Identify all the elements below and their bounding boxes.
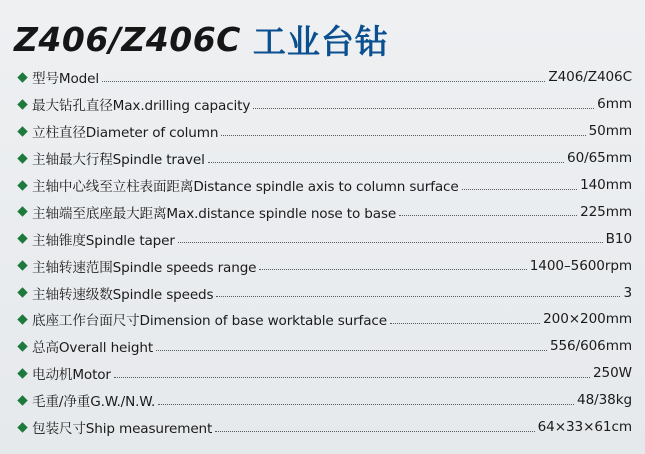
spec-value: 200×200mm — [543, 311, 632, 328]
diamond-bullet-icon — [17, 72, 27, 82]
spec-label: 主轴中心线至立柱表面距离Distance spindle axis to column surface — [32, 179, 459, 195]
spec-value: 3 — [623, 284, 632, 301]
spec-value: 64×33×61cm — [537, 419, 632, 436]
spec-row-spindle-travel — [18, 145, 632, 172]
spec-row-overall-height — [18, 333, 632, 360]
spec-row-spindle-speeds-range — [18, 252, 632, 279]
spec-label: 立柱直径Diameter of column — [32, 125, 219, 142]
dotted-leader — [156, 350, 547, 351]
spec-row-worktable-dimension — [18, 306, 632, 333]
dotted-leader — [216, 296, 620, 297]
spec-row-weight — [18, 387, 632, 414]
spec-label: 主轴转速级数Spindle speeds — [32, 286, 214, 303]
spec-label: 电动机Motor — [32, 367, 111, 384]
spec-label: 总高Overall height — [32, 340, 154, 357]
spec-value: Z406/Z406C — [548, 69, 632, 86]
diamond-bullet-icon — [17, 260, 27, 270]
spec-label: 最大钻孔直径Max.drilling capacity — [32, 98, 251, 115]
spec-list — [18, 64, 632, 440]
spec-label: 底座工作台面尺寸Dimension of base worktable surface — [32, 313, 387, 330]
diamond-bullet-icon — [17, 341, 27, 351]
dotted-leader — [399, 215, 577, 216]
spec-value: 60/65mm — [567, 150, 632, 167]
spec-row-model — [18, 64, 632, 91]
spec-row-column-diameter — [18, 118, 632, 145]
dotted-leader — [215, 431, 534, 432]
dotted-leader — [462, 189, 578, 190]
page-title — [14, 14, 389, 64]
dotted-leader — [102, 81, 545, 82]
spec-row-ship-measurement — [18, 414, 632, 441]
spec-label: 主轴最大行程Spindle travel — [32, 152, 205, 169]
spec-row-spindle-speeds — [18, 279, 632, 306]
diamond-bullet-icon — [17, 99, 27, 109]
diamond-bullet-icon — [17, 368, 27, 378]
spec-value: 6mm — [597, 96, 632, 113]
diamond-bullet-icon — [17, 180, 27, 190]
spec-label: 包装尺寸Ship measurement — [32, 421, 213, 438]
dotted-leader — [114, 377, 590, 378]
dotted-leader — [178, 242, 603, 243]
dotted-leader — [390, 323, 540, 324]
spec-value: 140mm — [580, 177, 632, 193]
spec-row-spindle-taper — [18, 225, 632, 252]
spec-label: 主轴锥度Spindle taper — [32, 232, 175, 249]
spec-value: 225mm — [580, 203, 632, 220]
dotted-leader — [259, 269, 526, 270]
spec-label: 主轴端至底座最大距离Max.distance spindle nose to base — [32, 205, 397, 222]
spec-label: 主轴转速范围Spindle speeds range — [32, 259, 257, 276]
diamond-bullet-icon — [17, 314, 27, 324]
dotted-leader — [158, 404, 574, 405]
spec-value: 48/38kg — [577, 392, 632, 409]
spec-value: B10 — [605, 230, 632, 247]
spec-label: 型号Model — [32, 71, 99, 88]
title-model: Z406/Z406C — [14, 19, 241, 59]
diamond-bullet-icon — [17, 287, 27, 297]
diamond-bullet-icon — [17, 395, 27, 405]
spec-value: 250W — [593, 365, 632, 382]
spec-value: 556/606mm — [549, 338, 632, 355]
diamond-bullet-icon — [17, 126, 27, 136]
spec-value: 50mm — [588, 123, 632, 140]
dotted-leader — [208, 162, 564, 163]
spec-row-drilling-capacity — [18, 91, 632, 118]
spec-row-spindle-axis-distance — [18, 172, 632, 199]
dotted-leader — [221, 135, 585, 136]
diamond-bullet-icon — [17, 153, 27, 163]
spec-row-spindle-nose-distance — [18, 198, 632, 225]
dotted-leader — [253, 108, 594, 109]
spec-value: 1400–5600rpm — [529, 257, 632, 274]
spec-label: 毛重/净重G.W./N.W. — [32, 394, 156, 411]
title-name: 工业台钻 — [252, 21, 389, 61]
spec-row-motor — [18, 360, 632, 387]
diamond-bullet-icon — [17, 422, 27, 432]
diamond-bullet-icon — [17, 207, 27, 217]
diamond-bullet-icon — [17, 234, 27, 244]
